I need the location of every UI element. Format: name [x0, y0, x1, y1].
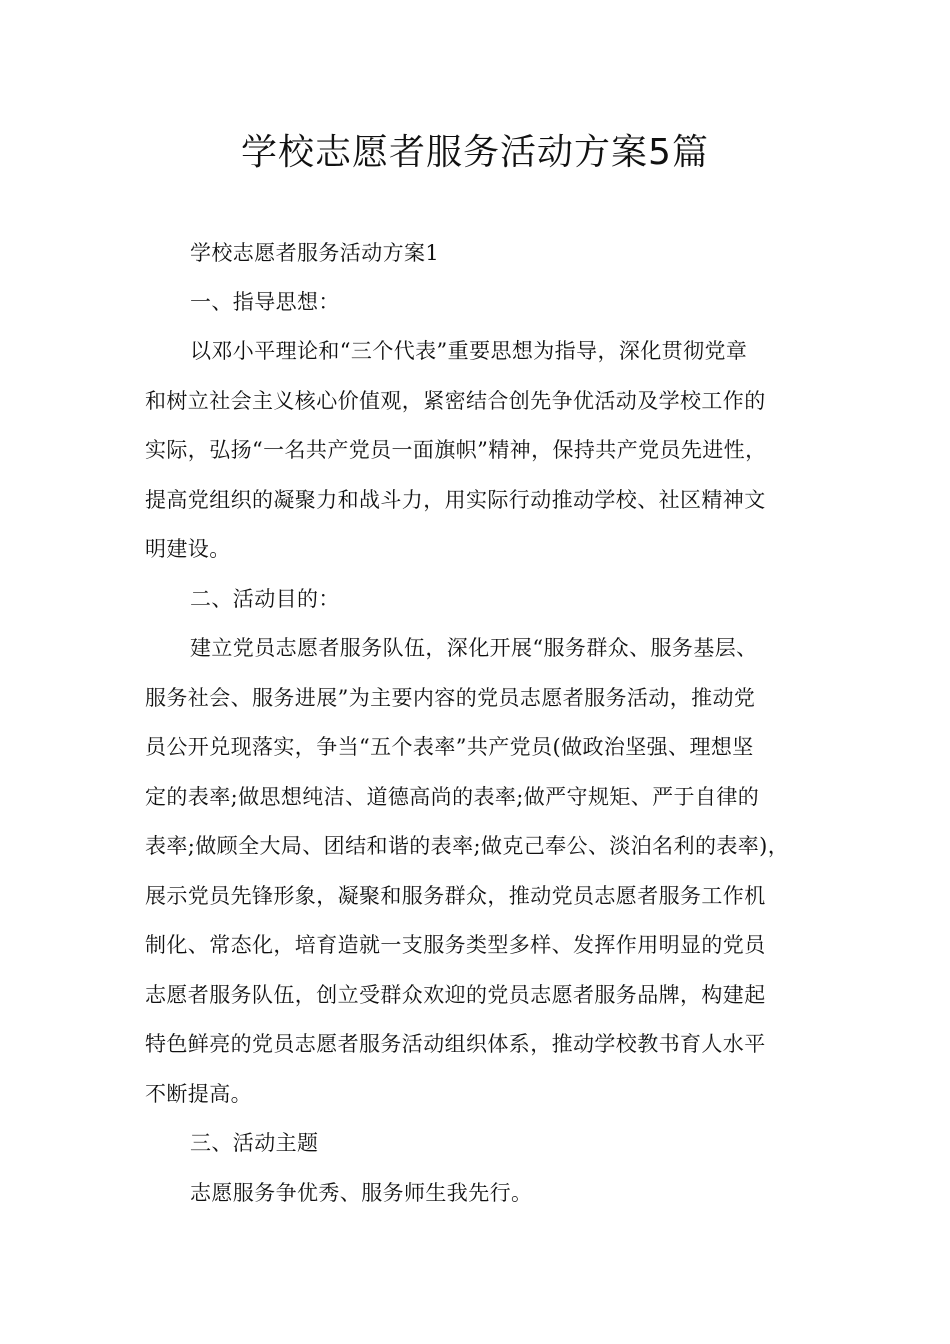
section-heading-activity-purpose: 二、活动目的：: [190, 587, 340, 611]
paragraph-line: 服务社会、服务进展”为主要内容的党员志愿者服务活动，推动党: [145, 686, 756, 710]
paragraph-line: 表率;做顾全大局、团结和谐的表率;做克己奉公、淡泊名利的表率)，: [145, 834, 790, 858]
paragraph-line: 以邓小平理论和“三个代表”重要思想为指导，深化贯彻党章: [190, 339, 748, 363]
paragraph-line: 不断提高。: [145, 1082, 252, 1106]
paragraph-line: 建立党员志愿者服务队伍，深化开展“服务群众、服务基层、: [190, 636, 758, 660]
section-heading-guiding-ideology: 一、指导思想：: [190, 290, 340, 314]
paragraph-line: 实际，弘扬“一名共产党员一面旗帜”精神，保持共产党员先进性，: [145, 438, 767, 462]
paragraph-line: 员公开兑现落实，争当“五个表率”共产党员(做政治坚强、理想坚: [145, 735, 754, 759]
paragraph-line: 制化、常态化，培育造就一支服务类型多样、发挥作用明显的党员: [145, 933, 766, 957]
paragraph-line: 特色鲜亮的党员志愿者服务活动组织体系，推动学校教书育人水平: [145, 1032, 766, 1056]
paragraph-line: 提高党组织的凝聚力和战斗力，用实际行动推动学校、社区精神文: [145, 488, 766, 512]
paragraph-line: 和树立社会主义核心价值观，紧密结合创先争优活动及学校工作的: [145, 389, 766, 413]
paragraph-line: 展示党员先锋形象，凝聚和服务群众，推动党员志愿者服务工作机: [145, 884, 766, 908]
paragraph-line: 明建设。: [145, 537, 231, 561]
section-heading-plan-1: 学校志愿者服务活动方案1: [190, 241, 440, 265]
paragraph-line: 志愿者服务队伍，创立受群众欢迎的党员志愿者服务品牌，构建起: [145, 983, 766, 1007]
paragraph-line: 定的表率;做思想纯洁、道德高尚的表率;做严守规矩、严于自律的: [145, 785, 760, 809]
section-heading-activity-theme: 三、活动主题: [190, 1131, 319, 1155]
paragraph-line: 志愿服务争优秀、服务师生我先行。: [190, 1181, 533, 1205]
document-title: 学校志愿者服务活动方案5篇: [241, 132, 709, 173]
